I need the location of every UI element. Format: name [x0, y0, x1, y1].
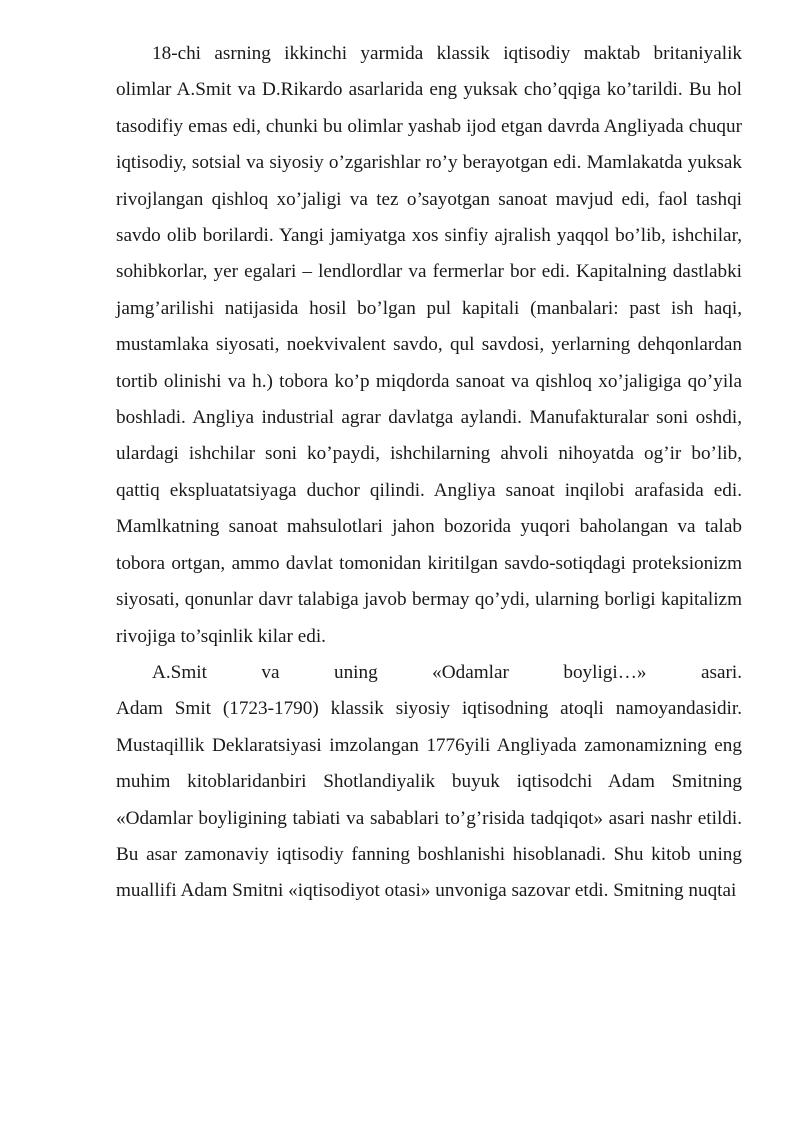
body-paragraph: 18-chi asrning ikkinchi yarmida klassik iqtisodiy maktab britaniyalik olimlar A.Smit va D.Rikardo asarlarida eng yuksak cho’qqiga ko’tarildi. Bu hol tasodifiy emas edi, chunki bu olimlar yashab ijod etgan davrda Angliyada chuqur iqtisodiy, sotsial va siyosiy o’zgarishlar ro’y berayotgan edi. Mamlakatda yuksak rivojlangan qishloq xo’jaligi va tez o’sayotgan sanoat mavjud edi, faol tashqi savdo olib borilardi. Yangi jamiyatga xos sinfiy ajralish yaqqol bo’lib, ishchilar, sohibkorlar, yer egalari – lendlordlar va fermerlar bor edi. Kapitalning dastlabki jamg’arilishi natijasida hosil bo’lgan pul kapitali (manbalari: past ish haqi, mustamlaka siyosati, noekvivalent savdo, qul savdosi, yerlarning dehqonlardan tortib olinishi va h.) tobora ko’p miqdorda sanoat va qishloq xo’jaligiga qo’yila boshladi. Angliya industrial agrar davlatga aylandi. Manufakturalar soni oshdi, ulardagi ishchilar soni ko’paydi, ishchilarning ahvoli nihoyatda og’ir bo’lib, qattiq ekspluatatsiyaga duchor qilindi. Angliya sanoat inqilobi arafasida edi. Mamlkatning sanoat mahsulotlari jahon bozorida yuqori baholangan va talab tobora ortgan, ammo davlat tomonidan kiritilgan savdo-sotiqdagi proteksionizm siyosati, qonunlar davr talabiga javob bermay qo’ydi, ularning borligi kapitalizm rivojiga to’sqinlik kilar edi. — [116, 43, 742, 647]
document-page — [116, 36, 742, 910]
section-heading: A.Smit va uning «Odamlar boyligi…» asari. — [152, 661, 742, 683]
body-paragraph: Adam Smit (1723-1790) klassik siyosiy iqtisodning atoqli namoyandasidir. Mustaqillik Deklaratsiyasi imzolangan 1776yili Angliyada zamonamizning eng muhim kitoblaridanbiri Shotlandiyalik buyuk iqtisodchi Adam Smitning «Odamlar boyligining tabiati va sabablari to’g’risida tadqiqot» asari nashr etildi. Bu asar zamonaviy iqtisodiy fanning boshlanishi hisoblanadi. Shu kitob uning muallifi Adam Smitni «iqtisodiyot otasi» unvoniga sazovar etdi. Smitning nuqtai — [116, 698, 742, 902]
